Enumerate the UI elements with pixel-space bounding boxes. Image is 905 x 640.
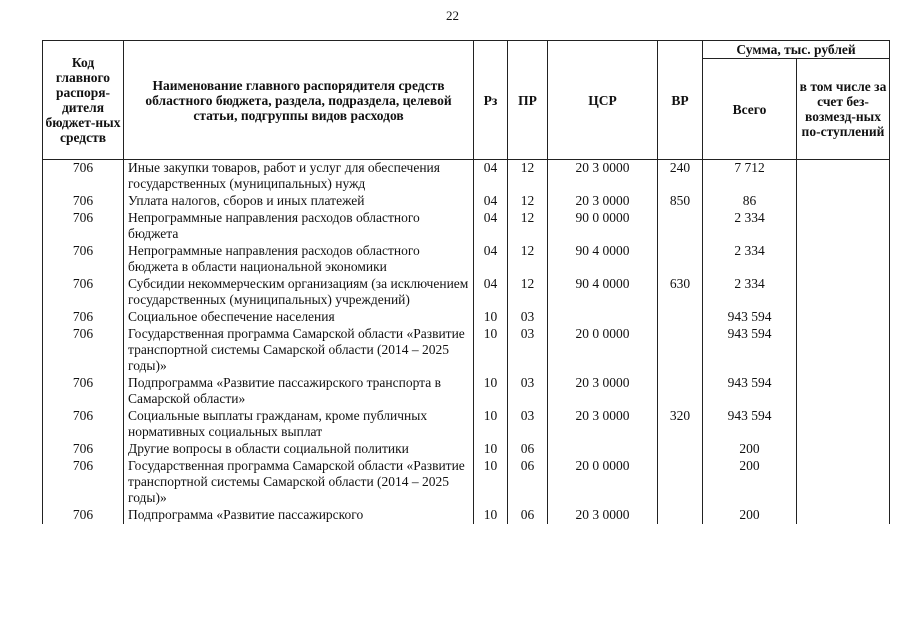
cell-rz: 04 (474, 210, 508, 243)
cell-grant (797, 408, 890, 441)
cell-total: 7 712 (703, 160, 797, 194)
cell-code: 706 (43, 309, 124, 326)
cell-name: Социальные выплаты гражданам, кроме публичных нормативных социальных выплат (124, 408, 474, 441)
cell-total: 2 334 (703, 243, 797, 276)
cell-vr: 850 (658, 193, 703, 210)
cell-name: Уплата налогов, сборов и иных платежей (124, 193, 474, 210)
cell-rz: 10 (474, 441, 508, 458)
cell-code: 706 (43, 243, 124, 276)
table-row (43, 243, 890, 276)
table-header (43, 41, 890, 160)
cell-rz: 10 (474, 458, 508, 507)
table-row (43, 408, 890, 441)
cell-vr: 320 (658, 408, 703, 441)
cell-grant (797, 507, 890, 524)
cell-csr: 20 3 0000 (548, 193, 658, 210)
cell-csr: 20 3 0000 (548, 408, 658, 441)
cell-csr: 90 4 0000 (548, 276, 658, 309)
cell-grant (797, 160, 890, 194)
cell-csr: 20 0 0000 (548, 458, 658, 507)
budget-table (42, 40, 890, 524)
cell-total: 200 (703, 507, 797, 524)
cell-pr: 03 (508, 326, 548, 375)
cell-total: 943 594 (703, 309, 797, 326)
cell-code: 706 (43, 210, 124, 243)
table-row (43, 375, 890, 408)
header-csr: ЦСР (548, 41, 658, 160)
header-code: Код главного распоря-дителя бюджет-ных средств (43, 41, 124, 160)
cell-grant (797, 441, 890, 458)
cell-rz: 10 (474, 375, 508, 408)
table-row (43, 276, 890, 309)
cell-code: 706 (43, 276, 124, 309)
cell-name: Подпрограмма «Развитие пассажирского (124, 507, 474, 524)
header-grant: в том числе за счет без-возмезд-ных по-ступлений (797, 59, 890, 160)
cell-grant (797, 276, 890, 309)
cell-csr: 20 3 0000 (548, 375, 658, 408)
cell-code: 706 (43, 507, 124, 524)
cell-name: Социальное обеспечение населения (124, 309, 474, 326)
cell-pr: 06 (508, 441, 548, 458)
header-name: Наименование главного распорядителя средств областного бюджета, раздела, подраздела, целевой статьи, подгруппы видов расходов (124, 41, 474, 160)
cell-pr: 12 (508, 276, 548, 309)
cell-grant (797, 210, 890, 243)
cell-vr (658, 458, 703, 507)
cell-code: 706 (43, 375, 124, 408)
cell-code: 706 (43, 326, 124, 375)
cell-vr (658, 441, 703, 458)
cell-name: Государственная программа Самарской области «Развитие транспортной системы Самарской области (2014 – 2025 годы)» (124, 326, 474, 375)
cell-csr: 20 0 0000 (548, 326, 658, 375)
cell-vr (658, 375, 703, 408)
cell-grant (797, 309, 890, 326)
cell-pr: 06 (508, 507, 548, 524)
cell-pr: 12 (508, 160, 548, 194)
cell-pr: 03 (508, 375, 548, 408)
cell-rz: 10 (474, 326, 508, 375)
cell-pr: 12 (508, 243, 548, 276)
table-row (43, 160, 890, 194)
cell-vr: 630 (658, 276, 703, 309)
header-total: Всего (703, 59, 797, 160)
table-body (43, 160, 890, 525)
cell-vr (658, 210, 703, 243)
cell-total: 943 594 (703, 408, 797, 441)
header-vr: ВР (658, 41, 703, 160)
table-row (43, 210, 890, 243)
cell-name: Непрограммные направления расходов областного бюджета в области национальной экономики (124, 243, 474, 276)
header-rz: Рз (474, 41, 508, 160)
cell-code: 706 (43, 441, 124, 458)
cell-rz: 10 (474, 507, 508, 524)
cell-rz: 10 (474, 408, 508, 441)
cell-total: 86 (703, 193, 797, 210)
cell-grant (797, 326, 890, 375)
cell-rz: 04 (474, 243, 508, 276)
cell-grant (797, 375, 890, 408)
table-row (43, 309, 890, 326)
table-row (43, 193, 890, 210)
cell-code: 706 (43, 458, 124, 507)
cell-csr: 20 3 0000 (548, 507, 658, 524)
cell-code: 706 (43, 160, 124, 194)
cell-rz: 04 (474, 160, 508, 194)
cell-name: Другие вопросы в области социальной политики (124, 441, 474, 458)
cell-rz: 10 (474, 309, 508, 326)
cell-pr: 06 (508, 458, 548, 507)
cell-vr (658, 507, 703, 524)
cell-pr: 12 (508, 193, 548, 210)
cell-total: 2 334 (703, 276, 797, 309)
cell-grant (797, 458, 890, 507)
cell-total: 943 594 (703, 375, 797, 408)
cell-vr: 240 (658, 160, 703, 194)
cell-vr (658, 326, 703, 375)
cell-total: 200 (703, 441, 797, 458)
cell-code: 706 (43, 193, 124, 210)
cell-total: 200 (703, 458, 797, 507)
cell-csr (548, 441, 658, 458)
cell-name: Непрограммные направления расходов областного бюджета (124, 210, 474, 243)
cell-code: 706 (43, 408, 124, 441)
cell-pr: 03 (508, 309, 548, 326)
header-pr: ПР (508, 41, 548, 160)
page-number: 22 (446, 8, 459, 23)
cell-rz: 04 (474, 193, 508, 210)
table-row (43, 326, 890, 375)
cell-name: Субсидии некоммерческим организациям (за исключением государственных (муниципальных) учреждений) (124, 276, 474, 309)
cell-csr (548, 309, 658, 326)
cell-name: Государственная программа Самарской области «Развитие транспортной системы Самарской области (2014 – 2025 годы)» (124, 458, 474, 507)
cell-pr: 03 (508, 408, 548, 441)
cell-vr (658, 309, 703, 326)
cell-pr: 12 (508, 210, 548, 243)
cell-csr: 90 4 0000 (548, 243, 658, 276)
cell-total: 943 594 (703, 326, 797, 375)
cell-csr: 90 0 0000 (548, 210, 658, 243)
table-row (43, 441, 890, 458)
cell-total: 2 334 (703, 210, 797, 243)
cell-rz: 04 (474, 276, 508, 309)
cell-name: Иные закупки товаров, работ и услуг для обеспечения государственных (муниципальных) нужд (124, 160, 474, 194)
cell-name: Подпрограмма «Развитие пассажирского транспорта в Самарской области» (124, 375, 474, 408)
cell-grant (797, 243, 890, 276)
cell-grant (797, 193, 890, 210)
cell-vr (658, 243, 703, 276)
header-sum: Сумма, тыс. рублей (703, 41, 890, 59)
table-row (43, 458, 890, 507)
cell-csr: 20 3 0000 (548, 160, 658, 194)
table-row (43, 507, 890, 524)
